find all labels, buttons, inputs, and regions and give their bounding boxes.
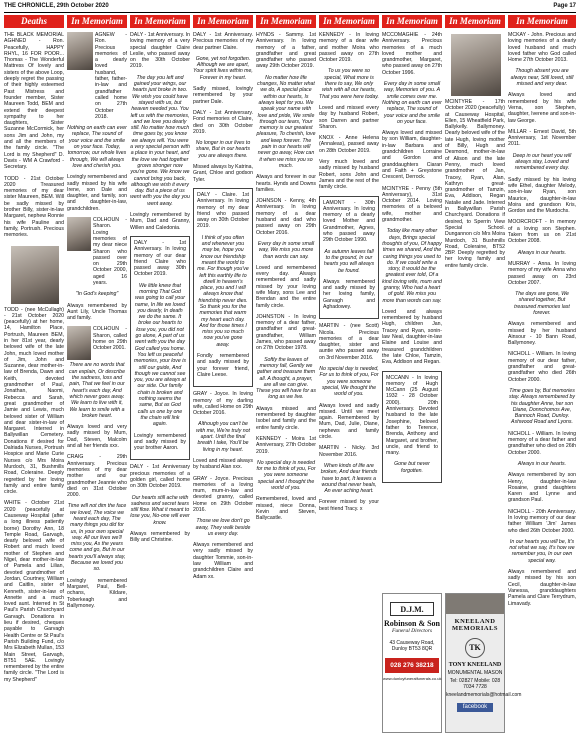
memoriam-notice: Loved and always remembered by husband Hugh, children Jan, Tracey and Ryan, sonin-law Neal, daughter-in-law Elaine and Louise and treasured grandchildren the late Chloe, Tamzin, Eva, Addison and Regan. [382,308,442,366]
memoriam-notice: Loved and missed always by husband Alan xxx. [193,457,253,471]
memoriam-notice: NICHOLL - William. In loving memory of a dear father and grandfather who died on 26th October 2000. [508,430,576,456]
memoriam-verse: Our hearts still ache with sadness and secret tears still flow. What it meant to lose you, No-one will ever know. [130,494,190,526]
section-header-in-memoriam: In Memoriam [193,15,253,28]
memoriam-notice: Always loved and very sadly missed by Mum, Dad, Steven, Malcolm and all her friends xxx. [67,424,127,450]
column-deaths [4,15,64,733]
section-header-in-memoriam: In Memoriam [130,15,190,28]
newspaper-dateline: THE CHRONICLE, 29th October 2020 [4,3,109,9]
memoriam-verse: Nothing on earth can ever replace, The sound of your voice and the smile on your face. Today, tomorrow, our whole lives through, We will always love and cherish you. [67,125,127,169]
memoriam-verse: As autumn leaves fall to the ground, In our hearts you will always be found. [323,248,375,274]
memoriam-notice: MCCOMAGHIE - 24th Anniversary. Precious memories of a much loved mother and grandmother, Margaret, who passed away on 27th October 1996. [382,32,442,76]
memoriam-verse: Although you can't be with me, We're truly not apart. Until the final breath I take, You'll be living in my heart. [196,421,250,453]
memoriam-notice: Always missed and remembered by daughter Isobel and family and the entire family circle. [256,405,316,431]
death-notice: WHITE - October 21st 2020 (peacefully at Causeway Hospital (after a long illness patiently borne) Dorothy Ann, 18 Temple Road, Garvagh, dearly beloved wife of Robert and much loved mother of Stephen and Nigel, dear mother-in-law of Pamela and Lilian, devoted grandmother of Jordan, Courtney, William and Caitlin, sister of Kenneth, sister-in-law of Annette and a much loved aunt. Interred in St Paul's Parish Churchyard Garvagh. Donations in lieu if desired, cheques payable to Garvagh Health Centre or St Paul's Parish Building Fund, c/o Mrs Elizabeth Mullan, 153 Main Street, Garvagh, BT51 5AE. Lovingly remembered by the entire family circle. "The Lord is my Shepherd" [4,500,64,683]
memoriam-notice: Lovingly remembered and sadly missed by his wife Irene, son Dale and daughter, and family, son and daughter-in-law, grandchildren. [67,174,127,212]
advert-title: KNEELAND MEMORIALS [451,618,499,632]
section-header-in-memoriam: In Memoriam [382,15,442,28]
memoriam-notice: KENNEDY - Moira 1st Anniversary, 27th October 2019. [256,435,316,455]
memoriam-verse: The day you left and gained your wings, our hearts just broke in two. We wish you could have stayed with us, but heaven needed you. You left us with the memories, and we love you dearly still. No matter how much time goes by, you know we always will. You were a very special person with a place in your heart, and the love we had together grows stronger now you're gone. We know we cannot bring you back, although we wish it every day. But a piece of us went with you the day you went away. [130,74,190,207]
tk-monogram-logo: TK [465,638,485,658]
column-memoriam-3 [193,15,253,733]
memoriam-notice: GRAY - Joyce. In loving memory of my darling wife, called Home on 29th October 2016. [193,391,253,417]
memoriam-notice: Lovingly remembered and sadly missed by your brother Aaron. [134,432,186,452]
section-header-in-memoriam: In Memoriam [319,15,379,28]
memoriam-verse: Time will not dim the face we loved, The voice we heard each day, The many things you did for us, In your own special way. All our lives we'll miss you, As the years come and go, But in our hearts you'll always stay, Because we loved you so. [67,503,127,573]
memoriam-verse: No matter how life changes, No matter what we do, A special place within our hearts, Is always kept for you. We speak your name with love and pride, We smile through our tears, Your memory is our greatest pleasure, To cherish, love and keep forever. The pain in our hearts will never go away, How can it when we miss you so much. [256,74,316,169]
memoriam-notice: MARTIN - (nee Scott) Nicola. Precious memories of a dear daughter, sister and auntie who passed away on 3rd November 2016. [319,323,379,361]
memoriam-notice: Always loved and missed by son William, daughter-in-law Barbara and grandchildren Lorraine and Gordon and granddaughters Ciaran and Faith + Greystone Crescent, Derrock. [382,130,442,181]
memoriam-verse: We little knew that morning That God was going to call your name, In life we loved you dearly, In death we do the same. It broke our hearts to lose you, you did not go alone, A part of us went with you the day God called you home. You left us peaceful memories, your love is still our guide, And though we cannot see you, you are always at our side. Our family chain is broken and nothing seems the same, But as God calls us one by one the chain will link again. [134,282,186,428]
memoriam-notice: Forever missed by your best friend Tracy. x [319,499,379,512]
memoriam-notice: Always loved and remembered by his wife Verna, son Stephen, daughter, Iverene and son-in-law George. [508,92,576,124]
memoriam-notice: MCKAY - John. Precious and loving memories of a dearly loved husband and much loved father who God called Home 27th October 2013. [508,32,576,64]
memoriam-notice: GRAY - Joyce. Precious memories of a loving mum, mum-in-law and devoted granny, called Home on 29th October 2016. [193,475,253,513]
memoriam-verse: Gone, yet not forgotten. Although we are apart, Your spirit lives within me, Forever in my heart. [193,55,253,81]
memoriam-notice: Always remembered and sadly missed by his son Cecil, daughter-in-law Vanessa, granddaughters Pamela and Clare Terrydrum, Limavady. [508,569,576,607]
advert-email: kneelandmemorials@hotmail.com [446,692,522,698]
advert-subtitle: MONUMENTAL MASON [447,670,503,676]
memoriam-notice: KNOX - Anne Helena (Annaleas), passed away on 28th October 2019. [319,135,379,154]
memoriam-notice: Very much loved and sadly missed by husband Robert, sons John and James and the rest of the family circle. [319,159,379,191]
memoriam-notice: Always remembered by son Henry, daughter-in-law Rosaine, grand daughters Karen and Lynne and grandson Paul. [508,472,576,504]
memoriam-notice: CRAIG - 29th Anniversary. Precious memories of my dear mother and our grandmother Jeannie who died on 31st October 2000. [67,454,127,499]
page-number: Page 17 [553,3,576,9]
memoriam-notice: LAMONT - 30th Anniversary. In loving memory of a dearly loved Mother and Grandmother, Agnes, who passed away 29th October 1990. [323,199,375,244]
death-notice: TODD - (nee McCullagh) - 21st October 2020 (peacefully) at her home, 14, Hamilton Place, Portrush, Maureen BEM, in her 81st year, dearly beloved wife of the late John, much loved mother of Jim, John and Suzanne, dear mother-in-law of Brenda, Dawn and Keith, devoted grandmother of Paul, Jonathan, Naomi, Rebecca and Sarah, great grandmother of Jamie and Lewis, much beloved sister of William and dear sister-in-law of Margaret. Interred in Ballywillan Cemetery. Donations if desired for Dalriada Nurses, Portrush Hospice and Marie Curie Nurses c/o Mrs Moira Murdoch, 31, Bushmills Road, Coleraine. Deeply regretted by her loving family and entire family circle. [4,306,64,496]
memoriam-notice: COLHOUN - Sharon, called home on 29th October 2001. [93,326,127,352]
section-header-in-memoriam: In Memoriam [508,15,576,28]
advert-address: 43 Causeway Road, Dunloy BT53 8QR [389,640,435,652]
memoriam-verse: The days are gone, We shared together, But treasured memories last forever. [514,291,570,316]
memoriam-notice: DALY - 1st Anniversary. Fond memories of Claire, died on 30th October 2019. [193,109,253,135]
death-notice: THE BLACK MEMORIAL AGHNED - Ron. Peacefully, HAPPY RHYL, 16 FOR POOR... Thomas - The Wonderful Mattress Of lovely and sisters of the above Loop, deeply regret the passing of their highly esteemed Past Mistress and founder member, Sister Maureen Todd, BEM and extend their deepest sympathy to her daughters, Sister Suzanne McCormick, her sons Jim and John, my and all the members of the family circle. "The Lord is my Shepherd" D. Davis - WM A Crawford - Secretary. [4,32,64,171]
memoriam-notice: DALY - 1st Anniversary precious memories of a golden girl, called home on 30th October 2019. [130,464,190,490]
section-header-in-memoriam: In Memoriam [256,15,316,28]
memoriam-verse: Every day in some small way, We miss you more than words can say. [257,240,315,260]
memoriam-notice: DALY - 1st Anniversary. In loving memory of our dear friend Claire who passed away 30th October 2019. [134,239,186,278]
memoriam-notice: Lovingly remembered Margaret, Paul, Bell-ochans, Kildare, Toberkeagh and Ballymoney. [67,577,127,609]
memoriam-verse: When kinds of life are broken, And dear friends have to part, It leaves a wound that never heals, An ever aching heart. [320,462,378,495]
memoriam-notice: COLHOUN - Sharon. Loving memories of my dear niece Sharon who passed over on 29th October 2000, aged 16 years. [93,217,127,286]
memoriam-verse: In our hearts you will be, It's not what we say, It's how we remember you, In our own special way. [509,538,575,564]
section-header-deaths: Deaths [4,15,64,28]
masthead [4,3,576,12]
memoriam-notice: Loved and missed every day by husband Robert, son Darren and partner Sharon. [319,104,379,130]
memoriam-notice: Always remembered and missed by her husband Ainsour - 10 Bann Road, Ballymoney. [508,321,576,347]
advert-phone: Tel: 02827 Mobile: 028 7034 7728 [449,678,501,690]
memoriam-notice: Always remembered by Billy and Christine. [130,531,190,544]
deceased-photo [451,34,501,96]
advert-subtitle: Funeral Directors [392,628,432,634]
deceased-photo [11,246,59,304]
memoriam-verse: "In God's keeping" [75,291,119,298]
memoriam-notice: Always remembered by Aunt Lily, Uncle Thomas and family. [67,302,127,322]
memoriam-notice: Always and forever in our hearts. Hynds and Downs families. [256,174,316,193]
memoriam-verse: No special day is needed for me to think of you, For you were someone special and I thought the world of you. [256,459,316,491]
advert-photo-strip [446,594,504,614]
memoriam-notice: Always remembered and very sadly missed by daughter Tommie, son-in-law William and grandchildren Claire and Adam xx. [193,542,253,580]
memoriam-verse: I think of you often and whenever you may be, hope you know our friendship meant the world to me. For though you've left this earthly life to dwell in heaven's place, you and I will always know that friendship never dies. So thank you for the memories that warm my heart each day. And for those times I miss you so much now you've gone away. [197,234,249,348]
memoriam-notice: Sadly missed, lovingly remembered by your partner Dale. [193,86,253,105]
memoriam-notice: MURRAY - Anna. In loving memory of my wife Anna who passed away on 23rd October 2007. [508,260,576,286]
memoriam-notice: MOORCROFT - In memory of a loving son Stephen. Taken from us on 21st October 2008. [508,219,576,245]
memoriam-notice: DALY - Claire. 1st Anniversary. In loving memory of my dear friend who passed away on 30th October 2019. [197,191,249,230]
memoriam-notice: MCINTYRE - 17th October 2020 (peacefully) at Causeway Hospital, Ellen, 15 Wheatfield Park, Ballykelly. Ballymoney. Dearly beloved wife of the late Hugh, loving mother of Billy, Hugh and Desmond, mother-in-law of Alison and the late Penny, much loved grandmother of Jan, Tracey, Ryan, Alan, Kathryn great-grandmother of Tamzin, Eva, Addison, Regan Natalie and Jade. Interred in Ballywillan Parish Churchyard. Donations if desired, to Sperrin View Special School. Dungannon c/o Mrs Moira Murdoch, 31 Bushmills Road, Coleraine, BT52 2BP. Deeply regretted by her loving family and entire family circle. [445,99,505,269]
deceased-photo [67,32,93,70]
memoriam-notice: HYNDS - Sammy. 1st Anniversary. In loving memory of a father, grandfather and great grandfather who passed away 29th October 2019. [256,32,316,70]
column-memoriam-7 [445,15,505,590]
memoriam-verse: Always in our hearts. [517,460,567,467]
memoriam-notice: Always loved and sadly missed. Until we meet again. Remembered by Mum, Dad, Julie, Diane, nephews and family circle. [319,402,379,441]
advert-url: www.dunloyfuneralfunerals.co.uk [383,676,442,681]
memoriam-notice: MILLAR - Ernest David, 5th Anniversary, 1st November 2011. [508,128,576,148]
memoriam-notice: Missed always by Katrina, Grant, Chloe and godson Tyler. [193,164,253,183]
advert-phone: 028 276 38218 [385,658,439,673]
advert-owner: TONY KNEELAND [448,662,502,668]
memoriam-verse: Though absent you are always near, Still loved, still missed and very dear. [510,68,574,88]
djm-logo: D.J.M. [390,602,434,616]
memoriam-verse: To us you were so special, What more is there to say, We only wish with all our hearts, That you were here today. [319,68,379,100]
column-memoriam-6 [382,15,442,590]
memoriam-notice: JOHNSTON - In loving memory of a dear father, grandfather and great-grandfather, William James, who passed away on 27th October 1978. [256,313,316,352]
memoriam-notice: DALY - 1st Anniversary. In loving memory of a very special daughter Claire Leslie, who passed away on the 30th October 2019. [130,32,190,70]
memoriam-notice: DALY - 1st Anniversary. Precious memories of my dear partner Claire. [193,32,253,51]
memoriam-verse: Today like many other days, Brings special thoughts of you, Of happy times we shared, And the caring things you used to do. If we could write a story, It would be the greatest ever told, Of a kind loving wife, mum and granny, Who had a heart of gold. We miss you more than words can say. [382,228,442,304]
memoriam-verse: Always in our hearts. [517,249,567,256]
memoriam-notice: Fondly remembered and sadly missed by your forever friend, Claire Leese. [197,353,249,378]
memoriam-notice: AGNEW - Ron. Precious memories of a dearly loved husband, father, father-in-law and grandfather called home on 27th October 2018. [95,32,127,120]
column-memoriam-8 [508,15,576,733]
funeral-director-advert [382,593,442,733]
memoriam-verse: Deep in our heart you will always stay, Loved and remembered every day. [512,152,572,172]
memoriam-notice: Remembered, loved and missed, niece Donna, Kevin and Steven, Ballycastle. [256,496,316,522]
memoriam-notice: MARTIN - Nicky. 3rd November 2016. [319,445,379,458]
memoriam-notice: NICHOLL - William. In loving memory of our dear father, grandfather and great-grandfather who died 26th October 2000. [508,351,576,383]
column-memoriam-1 [67,15,127,733]
death-notice: TODD - 21st October 2020 Treasured memories of my dear sister Maureen, BEM. Will be sadly missed by brother Billy, sister-in-law Margaret, nephew Ronnie his wife Pauline and family, Portrush. Precious memories. [4,175,64,239]
memoriam-notice: Loved and remembered every day. Always remembered and sadly missed by your loving wife Mary, sons Lee and Brendan and the entire family circle. [256,264,316,309]
memoriam-verse: Time goes by, But memories stay. Always remembered by his daughter Anne, her son Diane, Donnchomos Ave, Bannoch Road, Dunloy. Ashwood Road and Lyons. [508,387,576,426]
memoriam-notice: Lovingly remembered by Mum, Dad and Granny, Willen and Caledonia. [130,212,190,231]
memoriam-verse: Every day in some small way, Memories of you. A smile comes over me. Nothing on earth can ever replace, The sound of your voice and the smile on your face. [382,81,442,125]
memoriam-notice: Always remembered and sadly missed by her loving family, Garvagh and Aghadowey. [323,278,375,310]
memoriam-verse: Gone but never forgotten. [394,461,430,474]
column-memoriam-5 [319,15,379,733]
memoriam-verse: There are no words that can explain, Or describe the sadness, loss and pain, That we feel in our heart's each day, And which never goes away. We learn to live with it, We learn to smile with a broken heart. [69,362,125,419]
section-header-in-memoriam: In Memoriam [67,15,127,28]
section-header-in-memoriam: In Memoriam [445,15,505,28]
memoriam-notice: MCCANN - In loving memory of Hugh McCann (25 August 1932 - 28 October 2000). 20th Anniversary. Devoted husband to the late Josephine, beloved father to Terence, Brenda, Anthony and Margaret, and brother, uncle, and friend to many. [386,374,438,457]
memoriam-notice: MCINTYRE - Penny (5th Anniversary), 31st October 2014. Loving memories of a beloved wife, mother and grandmother. [382,185,442,224]
memoriam-notice: JOHNSON - Kenny, 4th Anniversary. In loving memory of a dear husband and dad who passed away on 29th October 2016. [256,198,316,236]
deceased-photo [67,326,91,360]
memoriam-verse: No special day is needed, For us to think of you, For you were someone special, We thought the world of you. [319,366,379,398]
memoriam-verse: Those we love don't go away, They walk beside us every day. [195,518,251,537]
masthead-rule [4,12,576,13]
memoriam-notice: KENNEDY - In loving memory of a dear wife and mother Moira who passed away on 27th October 2019. [319,32,379,64]
kneeland-memorials-advert [445,593,522,733]
deceased-photo [67,217,91,251]
memoriam-notice: NICHOLL - 20th Anniversary. In loving memory of our dear father William 'Jim' James who died 26th October 2000. [508,508,576,534]
facebook-icon: facebook [457,703,493,712]
advert-business-name: Robinson & Son [383,619,441,628]
column-memoriam-4 [256,15,316,733]
column-memoriam-2 [130,15,190,733]
memoriam-verse: Softly the leaves of memory fall, Gently we gather and treasure them all. A thought, a prayer, are all we can give. These you will have for as long as we live. [256,356,316,401]
memoriam-verse: No longer in our lives to share, But in our hearts you are always there. [195,140,251,159]
memoriam-notice: Sadly missed by his loving wife Ethel, daughter Melody, son-in-law Ryan, son Maurice, daughter-in-law Moira and grandson Kris, Gordon and the Murdochs. [508,176,576,215]
